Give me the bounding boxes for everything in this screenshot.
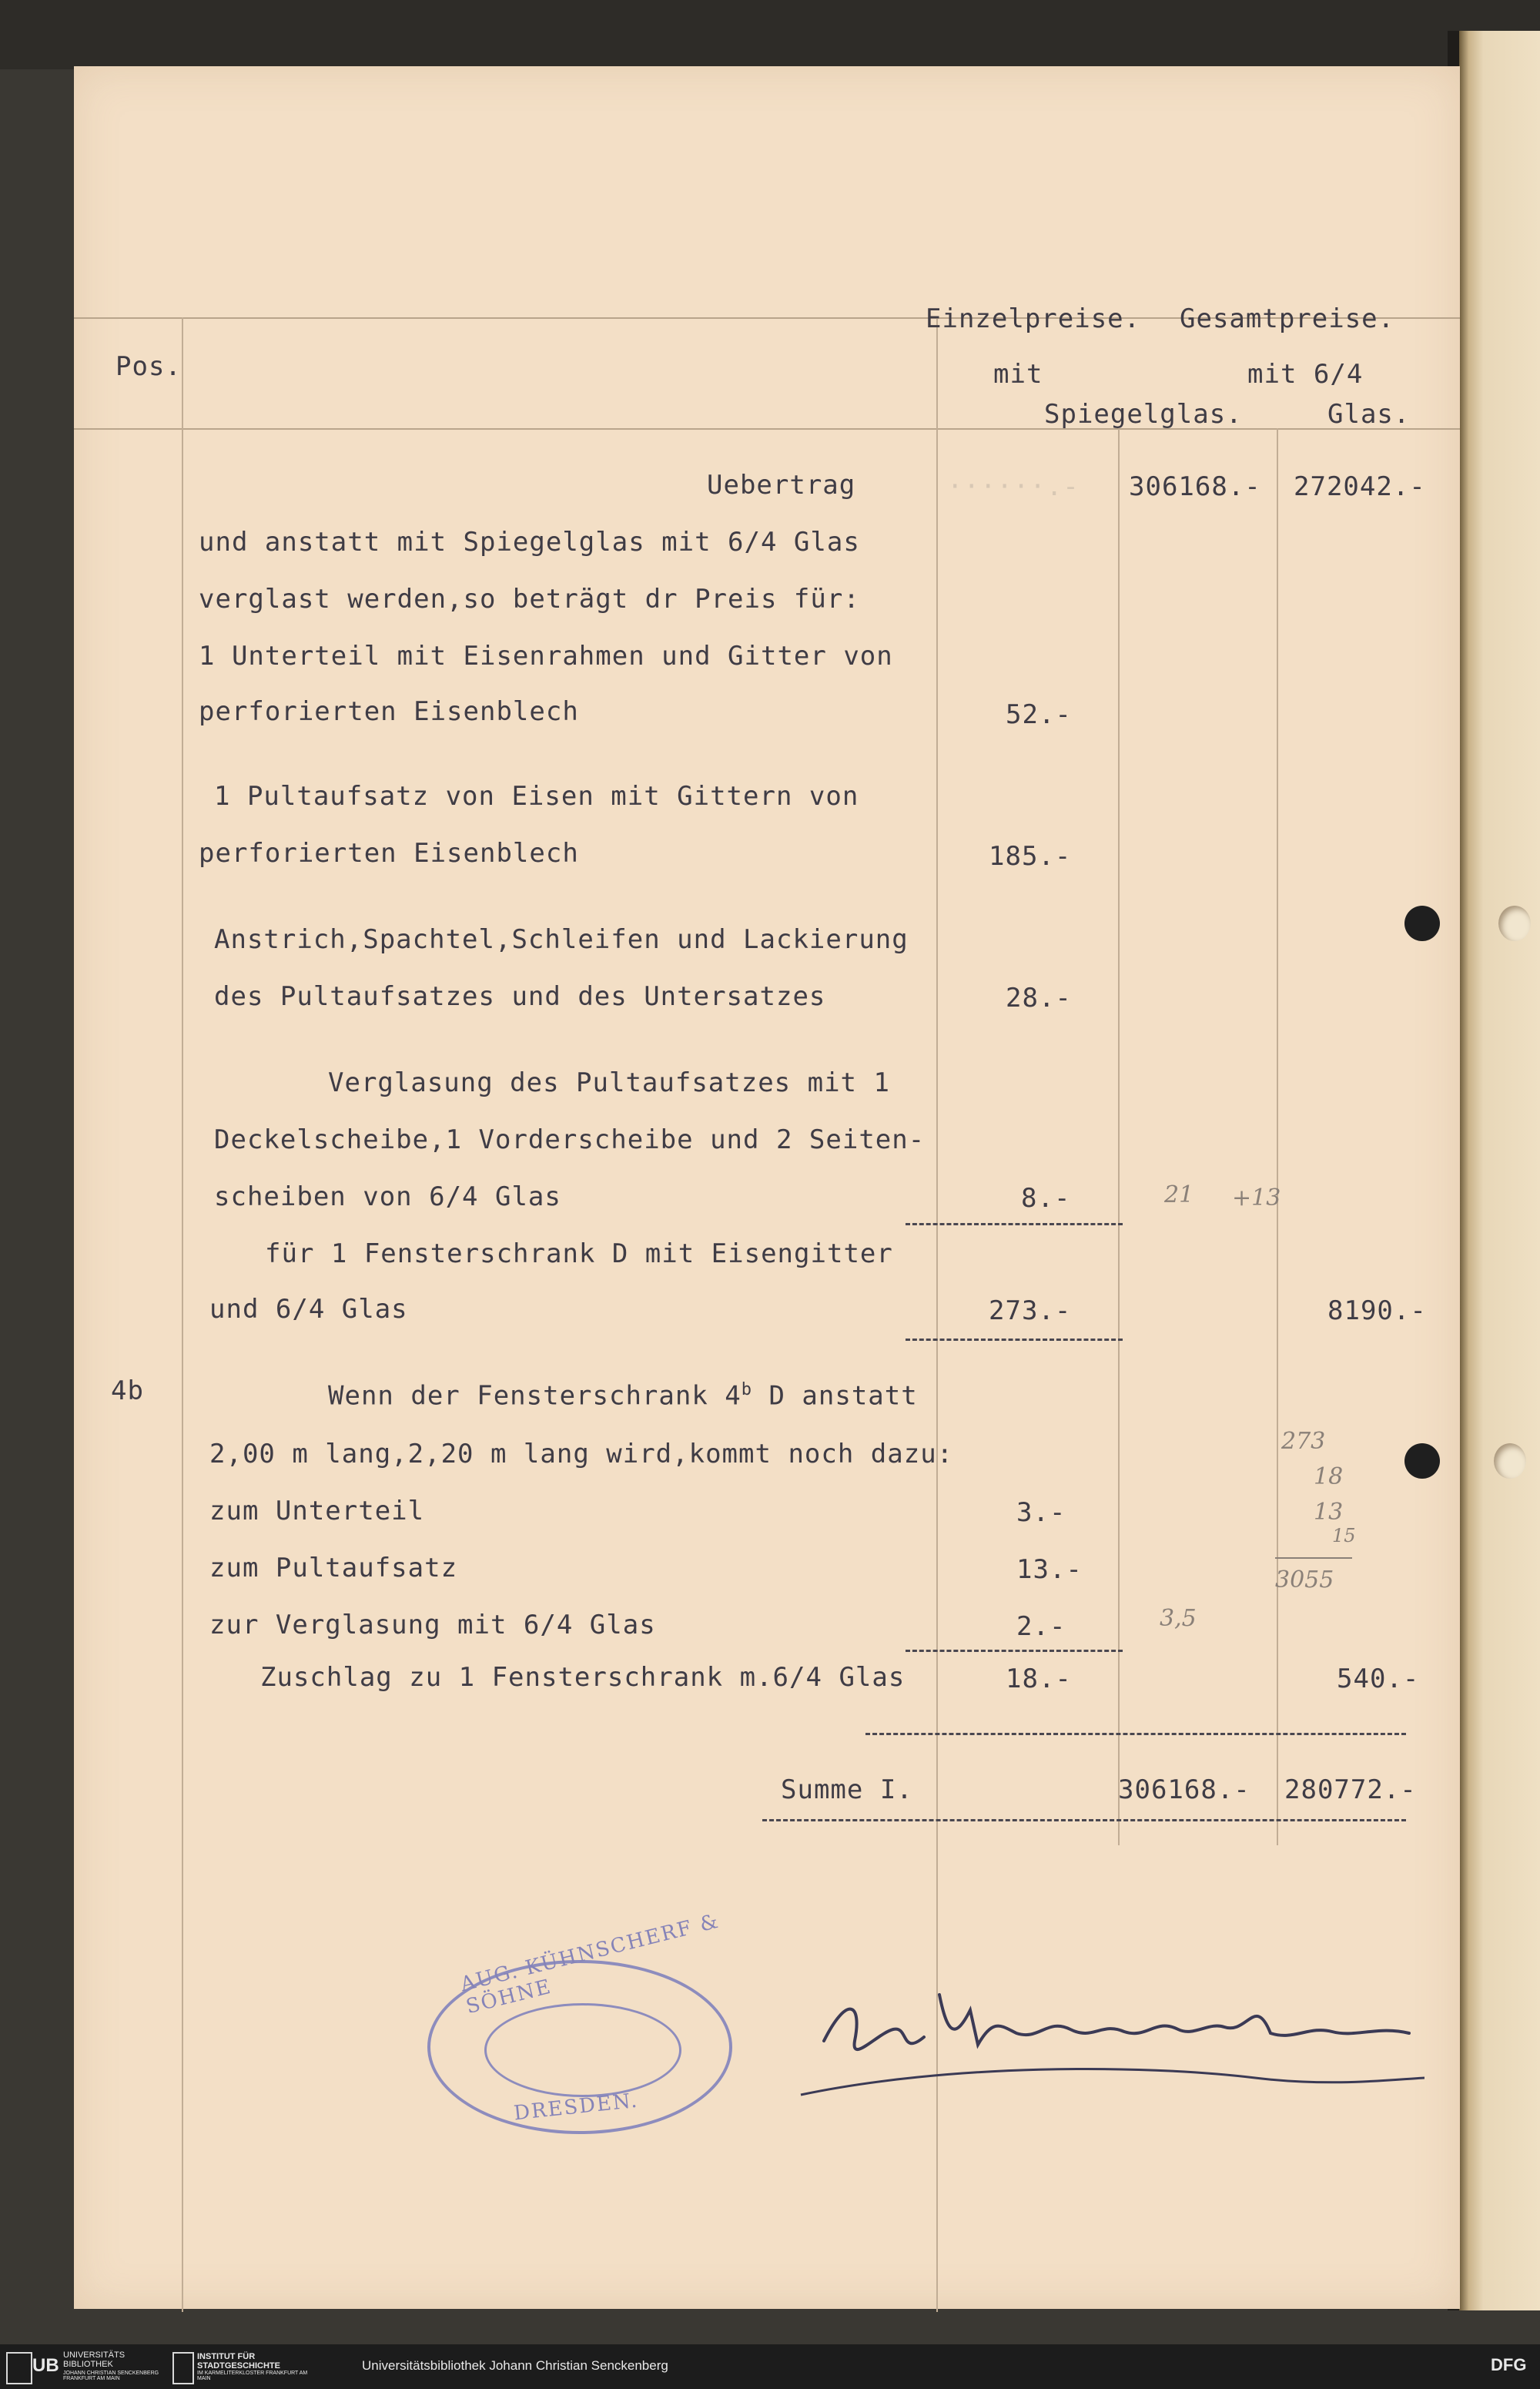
ub-subtitle: JOHANN CHRISTIAN SENCKENBERG FRANKFURT AM MAIN <box>63 2371 159 2381</box>
handwritten-note-3-5: 3,5 <box>1160 1605 1197 1632</box>
uebertrag-faint-value: ······.- <box>947 471 1080 502</box>
handwritten-calc-15: 15 <box>1332 1525 1356 1546</box>
zuschlag-pultaufsatz-price: 13.- <box>1016 1554 1083 1585</box>
intro-line-1: und anstatt mit Spiegelglas mit 6/4 Glas <box>199 527 860 558</box>
isg-subtitle: IM KARMELITERKLOSTER FRANKFURT AM MAIN <box>197 2371 308 2381</box>
unterteil-line-1: 1 Unterteil mit Eisenrahmen und Gitter von <box>199 641 893 672</box>
subtotal-rule-3 <box>906 1650 1123 1652</box>
total-rule-bottom <box>762 1819 1406 1821</box>
facing-page-edge <box>1459 31 1540 2310</box>
unterteil-line-2: perforierten Eisenblech <box>199 696 579 727</box>
ub-mark: UB <box>32 2355 59 2376</box>
isg-logo-icon <box>172 2352 194 2384</box>
stamp-text-bottom: DRESDEN. <box>512 2089 640 2126</box>
facing-punch-hole-upper <box>1498 906 1531 941</box>
wenn-superscript-b: b <box>741 1380 752 1399</box>
facing-punch-hole-lower <box>1494 1443 1526 1479</box>
intro-line-2: verglast werden,so beträgt dr Preis für: <box>199 584 860 615</box>
zuschlag-unterteil: zum Unterteil <box>209 1496 425 1526</box>
punch-hole-lower <box>1404 1443 1440 1479</box>
header-spiegelglas: Spiegelglas. <box>1044 399 1243 430</box>
zuschlag-summary-price: 18.- <box>1006 1664 1072 1694</box>
subtotal-rule-2 <box>906 1339 1123 1341</box>
handwritten-note-plus13: +13 <box>1232 1184 1281 1211</box>
stamp-inner-ring <box>484 2003 681 2097</box>
ub-logo-icon <box>6 2352 32 2384</box>
price-column-rule-2 <box>1118 428 1120 1845</box>
anstrich-line-2: des Pultaufsatzes und des Untersatzes <box>214 981 826 1012</box>
footer-credit: Universitätsbibliothek Johann Christian Senckenberg <box>362 2358 668 2373</box>
zuschlag-verglasung-price: 2.- <box>1016 1611 1066 1642</box>
pultaufsatz-line-2: perforierten Eisenblech <box>199 838 579 869</box>
handwritten-note-21: 21 <box>1164 1181 1194 1208</box>
pos-4b: 4b <box>111 1375 144 1406</box>
wenn-line-1 <box>328 1380 918 1411</box>
dfg-logo: DFG <box>1491 2355 1527 2374</box>
verglasung-line-1: Verglasung des Pultaufsatzes mit 1 <box>328 1067 890 1098</box>
punch-hole-upper <box>1404 906 1440 941</box>
price-column-rule-3 <box>1277 428 1278 1845</box>
total-rule-top <box>865 1733 1406 1735</box>
verglasung-price: 8.- <box>1021 1183 1071 1214</box>
fensterschrank-line-2: und 6/4 Glas <box>209 1294 408 1325</box>
summe-glas: 280772.- <box>1284 1774 1417 1805</box>
header-rule-bottom <box>74 428 1460 430</box>
handwritten-signature <box>793 1948 1424 2126</box>
zuschlag-summary: Zuschlag zu 1 Fensterschrank m.6/4 Glas <box>260 1662 906 1693</box>
anstrich-line-1: Anstrich,Spachtel,Schleifen und Lackierung <box>214 924 909 955</box>
unterteil-price: 52.- <box>1006 699 1072 730</box>
isg-name: INSTITUT FÜR STADTGESCHICHTE <box>197 2352 280 2371</box>
subtotal-rule-1 <box>906 1223 1123 1225</box>
anstrich-price: 28.- <box>1006 983 1072 1014</box>
summe-spiegelglas: 306168.- <box>1118 1774 1250 1805</box>
scan-background <box>0 0 1540 69</box>
zuschlag-unterteil-price: 3.- <box>1016 1497 1066 1528</box>
uebertrag-label: Uebertrag <box>707 470 856 501</box>
handwritten-calc-13: 13 <box>1314 1499 1344 1526</box>
pos-column-rule <box>182 317 183 2312</box>
fensterschrank-total: 8190.- <box>1327 1295 1427 1326</box>
verglasung-line-3: scheiben von 6/4 Glas <box>214 1181 561 1212</box>
pultaufsatz-price: 185.- <box>989 841 1072 872</box>
wenn-line-1-b: D anstatt <box>752 1380 918 1412</box>
handwritten-calc-3055: 3055 <box>1275 1566 1334 1593</box>
handwritten-calc-18: 18 <box>1314 1463 1344 1490</box>
header-pos: Pos. <box>116 351 182 382</box>
header-einzelpreise: Einzelpreise. <box>926 303 1141 334</box>
fensterschrank-price: 273.- <box>989 1295 1072 1326</box>
zuschlag-pultaufsatz: zum Pultaufsatz <box>209 1553 458 1583</box>
ub-name: UNIVERSITÄTS BIBLIOTHEK <box>63 2350 126 2369</box>
uebertrag-spiegelglas: 306168.- <box>1129 471 1261 502</box>
archive-footer <box>0 2344 1540 2389</box>
summe-label: Summe I. <box>781 1774 913 1805</box>
handwritten-calc-273: 273 <box>1281 1428 1326 1455</box>
pultaufsatz-line-1: 1 Pultaufsatz von Eisen mit Gittern von <box>214 781 859 812</box>
fensterschrank-line-1: für 1 Fensterschrank D mit Eisengitter <box>265 1238 893 1269</box>
wenn-line-1-a: Wenn der Fensterschrank 4 <box>328 1380 742 1412</box>
header-mit-6-4: mit 6/4 <box>1247 359 1364 390</box>
company-stamp <box>427 1909 732 2134</box>
handwritten-calc-rule <box>1275 1557 1352 1559</box>
uebertrag-glas: 272042.- <box>1294 471 1426 502</box>
verglasung-line-2: Deckelscheibe,1 Vorderscheibe und 2 Seiten- <box>214 1124 926 1155</box>
header-gesamtpreise: Gesamtpreise. <box>1180 303 1395 334</box>
header-glas: Glas. <box>1327 399 1411 430</box>
wenn-line-2: 2,00 m lang,2,20 m lang wird,kommt noch dazu: <box>209 1439 954 1469</box>
zuschlag-summary-total: 540.- <box>1337 1664 1420 1694</box>
header-mit: mit <box>993 359 1043 390</box>
stamp-text-top: AUG. KÜHNSCHERF & SÖHNE <box>458 1909 722 2019</box>
zuschlag-verglasung: zur Verglasung mit 6/4 Glas <box>209 1610 656 1640</box>
